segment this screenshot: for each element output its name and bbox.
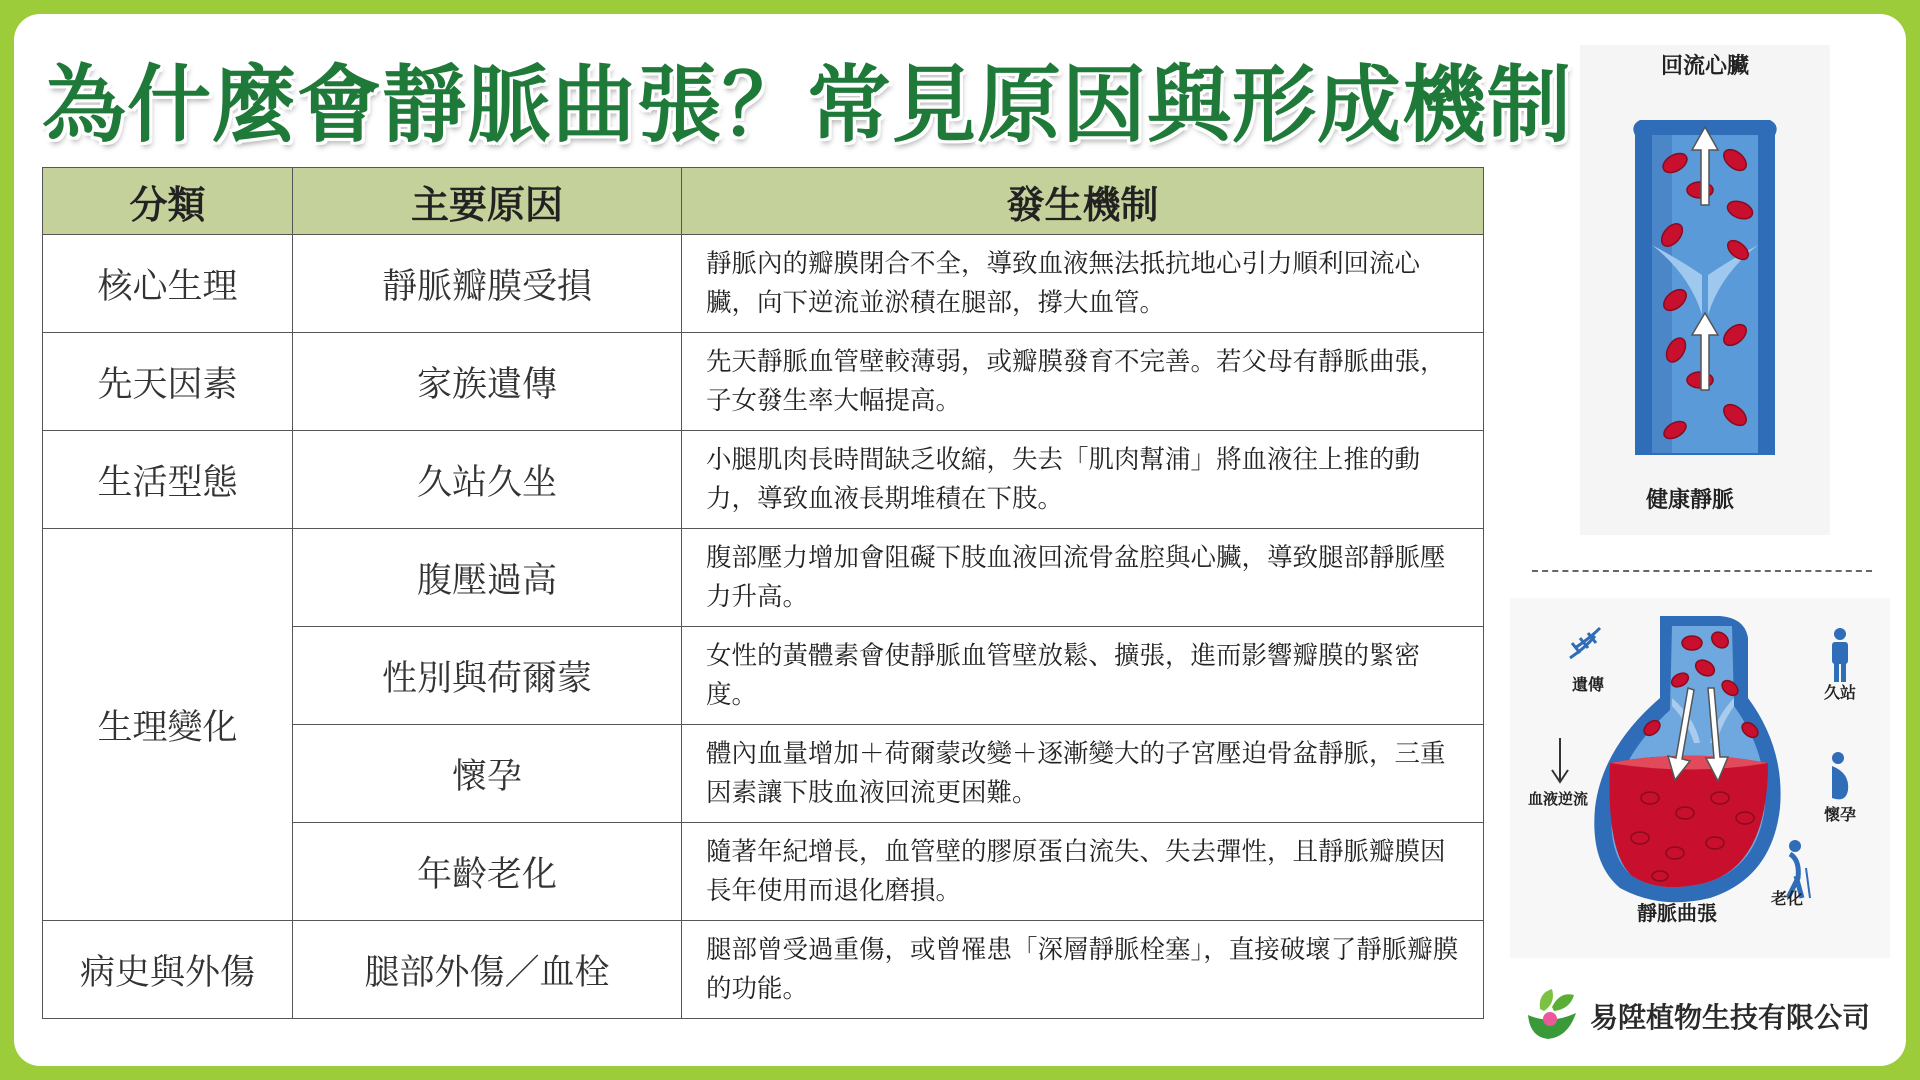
mechanism-cell: 女性的黃體素會使靜脈血管壁放鬆、擴張，進而影響瓣膜的緊密度。 <box>682 627 1484 725</box>
company-name: 易陞植物生技有限公司 <box>1590 1001 1871 1034</box>
mechanism-cell: 小腿肌肉長時間缺乏收縮，失去「肌肉幫浦」將血液往上推的動力，導致血液長期堆積在下肢。 <box>682 431 1484 529</box>
category-cell: 核心生理 <box>43 235 293 333</box>
category-cell: 先天因素 <box>43 333 293 431</box>
cause-label-backflow: 血液逆流 <box>1527 790 1589 808</box>
healthy-bottom-label: 健康靜脈 <box>1645 488 1735 513</box>
cause-cell: 性別與荷爾蒙 <box>293 627 682 725</box>
cause-cell: 家族遺傳 <box>293 333 682 431</box>
cause-cell: 久站久坐 <box>293 431 682 529</box>
mechanism-cell: 腹部壓力增加會阻礙下肢血液回流骨盆腔與心臟，導致腿部靜脈壓力升高。 <box>682 529 1484 627</box>
healthy-top-label: 回流心臟 <box>1660 54 1750 79</box>
table-header-row <box>43 168 1484 235</box>
category-cell: 病史與外傷 <box>43 921 293 1019</box>
category-cell: 生理變化 <box>43 529 293 921</box>
cause-cell: 腿部外傷／血栓 <box>293 921 682 1019</box>
header-cause: 主要原因 <box>293 168 682 235</box>
header-category: 分類 <box>43 168 293 235</box>
cause-label-heredity: 遺傳 <box>1571 675 1605 694</box>
section-divider <box>1532 570 1872 572</box>
cause-label-aging: 老化 <box>1770 889 1804 908</box>
mechanism-cell: 靜脈內的瓣膜閉合不全，導致血液無法抵抗地心引力順利回流心臟，向下逆流並淤積在腿部，撐大血管。 <box>682 235 1484 333</box>
mechanism-cell: 先天靜脈血管壁較薄弱，或瓣膜發育不完善。若父母有靜脈曲張，子女發生率大幅提高。 <box>682 333 1484 431</box>
cause-cell: 靜脈瓣膜受損 <box>293 235 682 333</box>
cause-label-pregnancy: 懷孕 <box>1823 805 1857 824</box>
mechanism-cell: 體內血量增加＋荷爾蒙改變＋逐漸變大的子宮壓迫骨盆靜脈，三重因素讓下肢血液回流更困難。 <box>682 725 1484 823</box>
varicose-label: 靜脈曲張 <box>1637 901 1717 925</box>
healthy-vein-illustration <box>1580 45 1830 535</box>
table-row <box>43 333 1484 431</box>
page-title: 為什麼會靜脈曲張？常見原因與形成機制 <box>42 56 1573 154</box>
varicose-vein-illustration <box>1510 598 1890 958</box>
cause-label-standing: 久站 <box>1823 683 1857 702</box>
header-mechanism: 發生機制 <box>682 168 1484 235</box>
mechanism-cell: 腿部曾受過重傷，或曾罹患「深層靜脈栓塞」，直接破壞了靜脈瓣膜的功能。 <box>682 921 1484 1019</box>
table-row <box>43 921 1484 1019</box>
table-row <box>43 431 1484 529</box>
mechanism-cell: 隨著年紀增長，血管壁的膠原蛋白流失、失去彈性，且靜脈瓣膜因長年使用而退化磨損。 <box>682 823 1484 921</box>
cause-cell: 腹壓過高 <box>293 529 682 627</box>
causes-table <box>42 167 1484 1019</box>
category-cell: 生活型態 <box>43 431 293 529</box>
table-row <box>43 529 1484 627</box>
cause-cell: 懷孕 <box>293 725 682 823</box>
table-row <box>43 235 1484 333</box>
leaf-logo-icon <box>1520 985 1584 1045</box>
cause-cell: 年齡老化 <box>293 823 682 921</box>
